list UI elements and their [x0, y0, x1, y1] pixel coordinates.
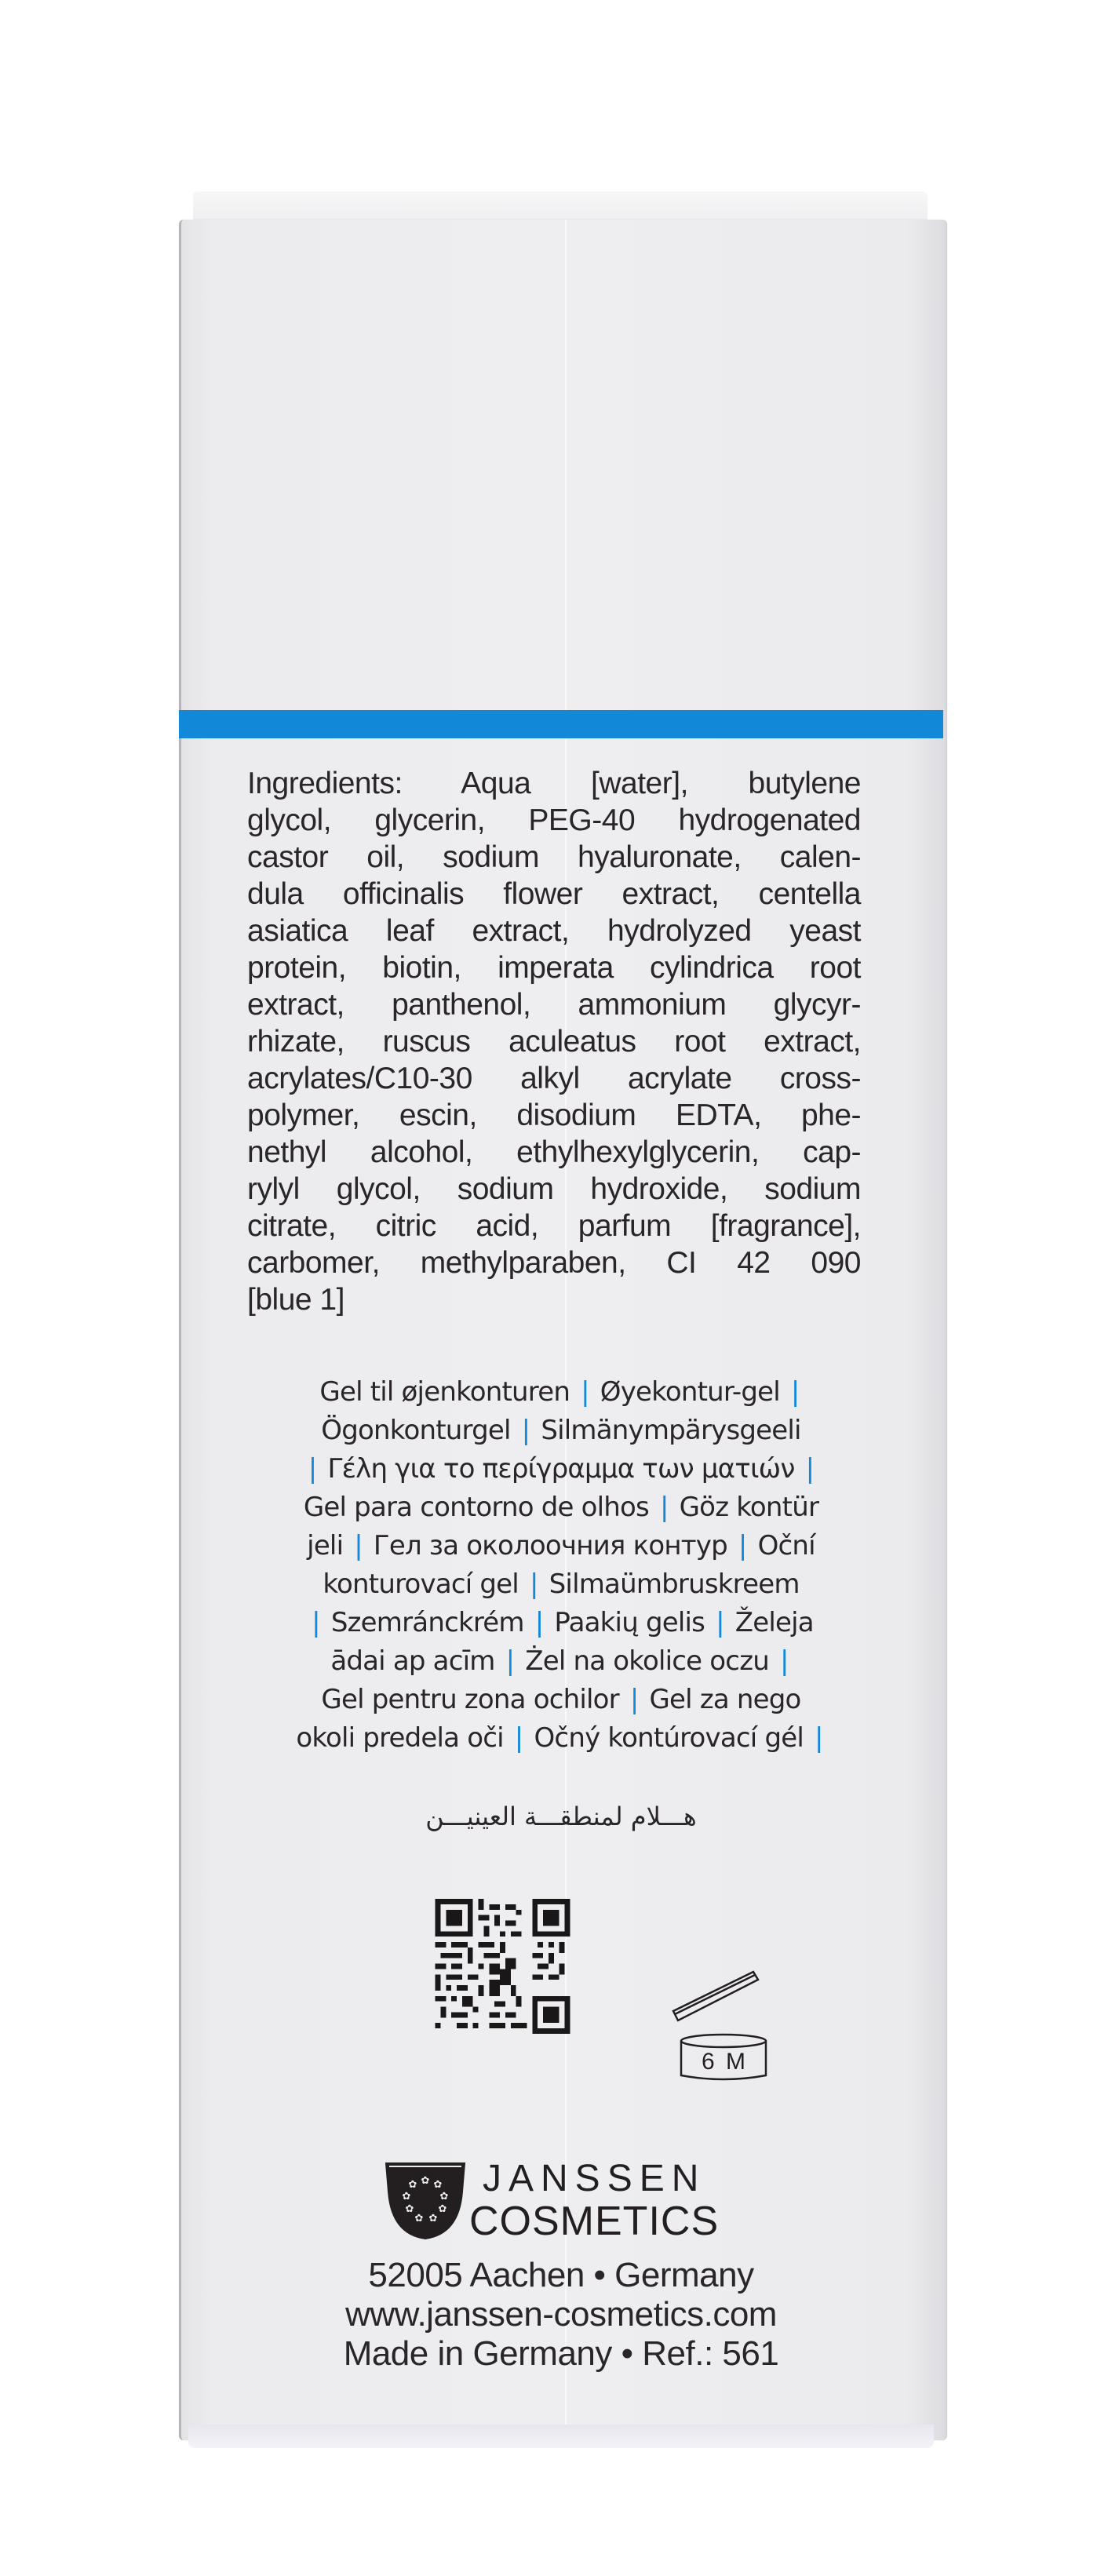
ingredients-line: rylyl glycol, sodium hydroxide, sodium: [247, 1172, 861, 1206]
translation-text: Oční: [757, 1530, 815, 1561]
period-after-opening: [667, 1966, 777, 2083]
translation-text: Гел за околоочния контур: [373, 1530, 727, 1561]
translation-row: [235, 1527, 887, 1565]
separator-bar: |: [354, 1530, 363, 1561]
separator-bar: |: [505, 1645, 515, 1677]
translation-text: Paakių gelis: [554, 1607, 705, 1638]
svg-text:✿: ✿: [439, 2191, 449, 2203]
separator-bar: |: [815, 1722, 823, 1754]
translation-text: Szemránckrém: [330, 1607, 524, 1638]
arabic-product-name: هـــلام لمنطقـــة العينيـــن: [425, 1802, 697, 1831]
translation-row: [235, 1373, 887, 1412]
qr-code-icon: [434, 1899, 571, 2034]
separator-bar: |: [738, 1530, 747, 1561]
translation-text: ādai ap acīm: [330, 1645, 495, 1677]
svg-text:✿: ✿: [414, 2213, 424, 2224]
ingredients-line: castor oil, sodium hyaluronate, calen-: [247, 840, 861, 874]
translation-text: Silmänympärysgeeli: [541, 1415, 801, 1446]
translation-text: Gel para contorno de olhos: [303, 1492, 649, 1523]
separator-bar: |: [780, 1645, 789, 1677]
svg-text:✿: ✿: [438, 2203, 447, 2215]
translation-text: Ögonkonturgel: [321, 1415, 511, 1446]
ingredients-line: acrylates/C10-30 alkyl acrylate cross-: [247, 1062, 861, 1095]
svg-text:✿: ✿: [433, 2179, 443, 2191]
svg-text:✿: ✿: [402, 2191, 411, 2203]
separator-bar: |: [805, 1453, 815, 1485]
separator-bar: |: [659, 1492, 669, 1523]
website-link[interactable]: www.janssen-cosmetics.com: [345, 2295, 777, 2334]
separator-bar: |: [790, 1376, 800, 1408]
svg-text:✿: ✿: [421, 2175, 430, 2187]
ingredients-line: asiatica leaf extract, hydrolyzed yeast: [247, 914, 861, 948]
translation-text: Želeja: [734, 1607, 814, 1638]
separator-bar: |: [514, 1722, 523, 1754]
product-name-translations: [235, 1373, 887, 1758]
ingredients-line: protein, biotin, imperata cylindrica root: [247, 951, 861, 985]
accent-band: [179, 710, 943, 738]
svg-text:✿: ✿: [428, 2213, 438, 2224]
ingredients-line: glycol, glycerin, PEG-40 hydrogenated: [247, 803, 861, 837]
translation-text: Silmaümbruskreem: [549, 1569, 800, 1600]
translation-text: Očný kontúrovací gél: [534, 1722, 804, 1754]
ingredients-line: rhizate, ruscus aculeatus root extract,: [247, 1025, 861, 1058]
ingredients-list: [247, 765, 861, 1318]
product-box-back: [179, 220, 947, 2440]
ingredients-line: extract, panthenol, ammonium glycyr-: [247, 988, 861, 1022]
separator-bar: |: [308, 1453, 317, 1485]
manufacturer-address: [235, 2256, 887, 2374]
translation-row: [235, 1412, 887, 1450]
origin-ref: Made in Germany • Ref.: 561: [343, 2334, 779, 2373]
box-bottom-edge: [188, 2425, 934, 2448]
translation-row: [235, 1450, 887, 1488]
translation-row: [235, 1565, 887, 1604]
translation-text: Γέλη για το περίγραμμα των ματιών: [327, 1453, 795, 1485]
ingredients-line: Ingredients: Aqua [water], butylene: [247, 767, 861, 800]
translation-row: [235, 1681, 887, 1719]
translation-text: Göz kontür: [679, 1492, 819, 1523]
ingredients-line: polymer, escin, disodium EDTA, phe-: [247, 1099, 861, 1132]
translation-row: [235, 1604, 887, 1642]
separator-bar: |: [534, 1607, 544, 1638]
translation-text: jeli: [307, 1530, 344, 1561]
ingredients-line: carbomer, methylparaben, CI 42 090: [247, 1246, 861, 1280]
translation-row: [235, 1642, 887, 1681]
box-top-flap: [193, 191, 928, 223]
box-seam: [565, 220, 567, 2440]
address-city: 52005 Aachen • Germany: [368, 2256, 754, 2294]
separator-bar: |: [529, 1569, 538, 1600]
translation-text: konturovací gel: [323, 1569, 519, 1600]
separator-bar: |: [312, 1607, 320, 1638]
svg-text:✿: ✿: [408, 2179, 417, 2191]
svg-text:✿: ✿: [405, 2203, 414, 2215]
translation-text: Gel za nego: [649, 1684, 801, 1715]
ingredients-line: nethyl alcohol, ethylhexylglycerin, cap-: [247, 1135, 861, 1169]
brand-name-line-2: COSMETICS: [469, 2199, 720, 2244]
separator-bar: |: [716, 1607, 724, 1638]
brand-name-line-1: JANSSEN: [483, 2158, 706, 2199]
translation-row: [235, 1719, 887, 1758]
translation-text: Gel til øjenkonturen: [319, 1376, 570, 1408]
translation-row: [235, 1488, 887, 1527]
translation-text: Gel pentru zona ochilor: [321, 1684, 619, 1715]
translation-text: Øyekontur-gel: [600, 1376, 780, 1408]
separator-bar: |: [521, 1415, 530, 1446]
separator-bar: |: [629, 1684, 639, 1715]
ingredients-line: [blue 1]: [247, 1283, 344, 1317]
brand-logo: [385, 2158, 745, 2248]
translation-text: okoli predela oči: [296, 1722, 504, 1754]
pao-label: 6 M: [702, 2049, 749, 2075]
shield-stars-icon: [385, 2162, 466, 2240]
translation-text: Żel na okolice oczu: [525, 1645, 769, 1677]
ingredients-line: citrate, citric acid, parfum [fragrance],: [247, 1209, 861, 1243]
separator-bar: |: [581, 1376, 589, 1408]
ingredients-line: dula officinalis flower extract, centella: [247, 877, 861, 911]
